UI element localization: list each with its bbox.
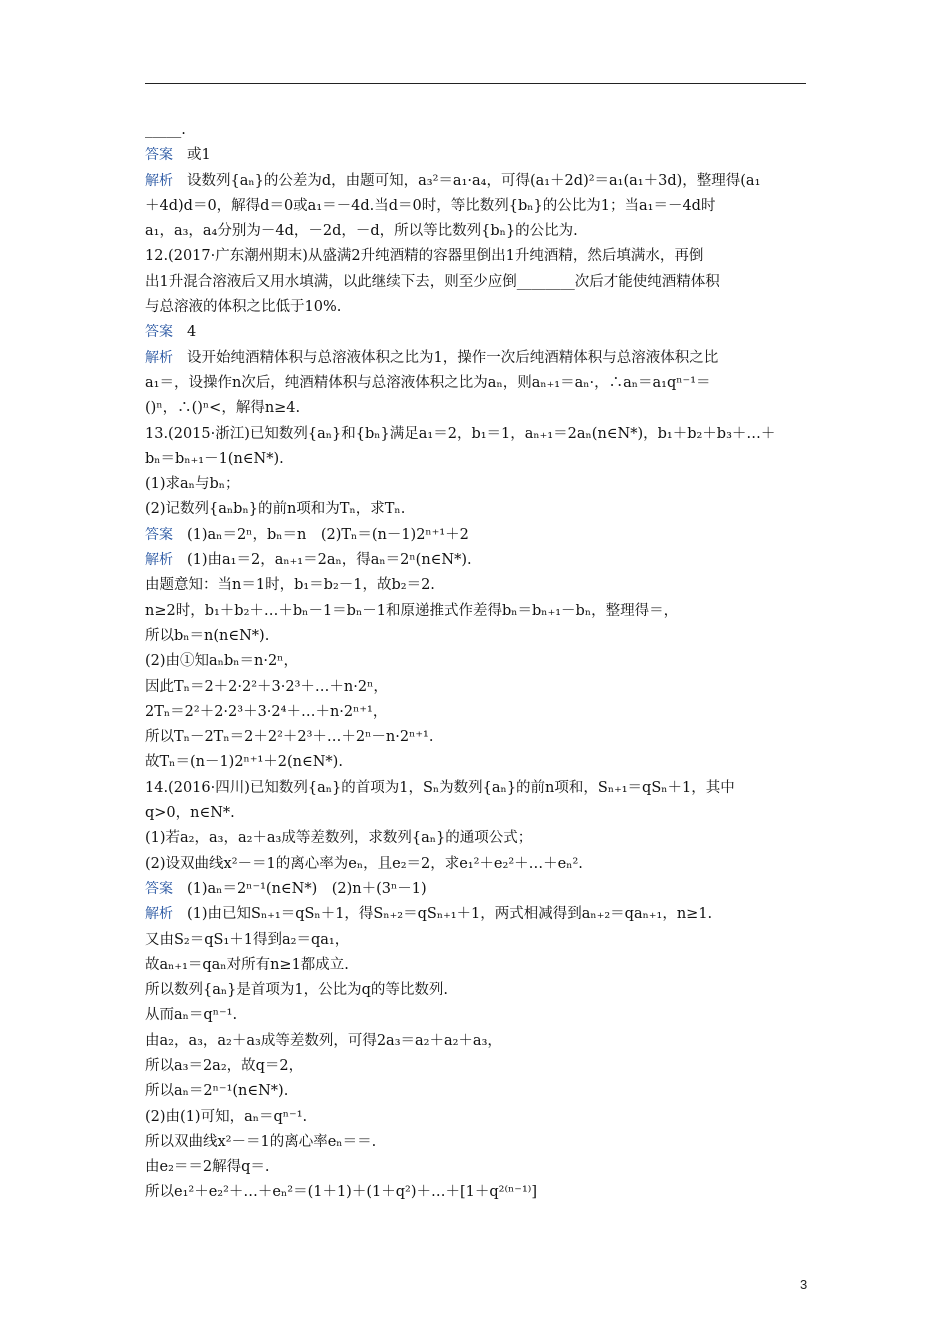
section-label: 答案 [145,526,173,543]
line-text: 由a₂，a₃，a₂＋a₃成等差数列，可得2a₃＝a₂＋a₂＋a₃， [145,1032,502,1049]
line-text: (2)由(1)可知，aₙ＝qⁿ⁻¹. [145,1108,308,1125]
line-text: (1)求aₙ与bₙ； [145,476,240,493]
line-text: ()ⁿ，∴()ⁿ<，解得n≥4. [145,400,301,417]
text-line [145,877,807,902]
text-line [145,1054,807,1079]
section-label: 解析 [145,906,173,923]
line-text: n≥2时，b₁＋b₂＋…＋bₙ－1＝bₙ－1和原递推式作差得bₙ＝bₙ₊₁－bₙ，整理得＝， [145,602,679,619]
text-line [145,902,807,927]
line-text: 由e₂＝＝2解得q＝. [145,1159,270,1176]
text-line [145,573,807,598]
header-rule [145,83,806,84]
line-text: (1)由已知Sₙ₊₁＝qSₙ＋1，得Sₙ₊₂＝qSₙ₊₁＋1，两式相减得到aₙ₊₂＝qaₙ₊₁，n≥1. [187,906,713,923]
text-line [145,978,807,1003]
text-line [145,143,807,168]
line-text: 因此Tₙ＝2＋2·2²＋3·2³＋…＋n·2ⁿ， [145,678,388,695]
line-text: 13.(2015·浙江)已知数列{aₙ}和{bₙ}满足a₁＝2，b₁＝1，aₙ₊₁＝2aₙ(n∈N*)，b₁＋b₂＋b₃＋…＋ [145,425,776,442]
line-text: (2)由①知aₙbₙ＝n·2ⁿ， [145,653,298,670]
line-text: ＋4d)d＝0，解得d＝0或a₁＝－4d.当d＝0时，等比数列{bₙ}的公比为1；当a₁＝－4d时 [145,197,716,214]
text-line [145,1180,807,1205]
line-text: 所以双曲线x²－＝1的离心率eₙ＝＝. [145,1133,377,1150]
text-line [145,776,807,801]
text-line [145,725,807,750]
line-text: 或1 [187,147,211,164]
line-text: a₁＝，设操作n次后，纯酒精体积与总溶液体积之比为aₙ，则aₙ₊₁＝aₙ·，∴aₙ＝a₁qⁿ⁻¹＝ [145,374,711,391]
line-text: 与总溶液的体积之比低于10%. [145,299,342,316]
section-label: 答案 [145,147,173,164]
line-text: q>0，n∈N*. [145,805,235,822]
section-label: 解析 [145,552,173,569]
line-text: 14.(2016·四川)已知数列{aₙ}的首项为1，Sₙ为数列{aₙ}的前n项和，Sₙ₊₁＝qSₙ＋1，其中 [145,779,735,796]
line-text: (1)由a₁＝2，aₙ₊₁＝2aₙ，得aₙ＝2ⁿ(n∈N*). [187,552,472,569]
line-text: 又由S₂＝qS₁＋1得到a₂＝qa₁， [145,931,350,948]
text-line [145,649,807,674]
line-text: 所以a₃＝2a₂，故q＝2， [145,1057,304,1074]
text-line [145,244,807,269]
text-line [145,371,807,396]
text-line [145,346,807,371]
line-text: (1)若a₂，a₃，a₂＋a₃成等差数列，求数列{aₙ}的通项公式； [145,830,533,847]
line-text: a₁，a₃，a₄分别为－4d，－2d，－d，所以等比数列{bₙ}的公比为. [145,223,578,240]
section-label: 解析 [145,172,173,189]
text-line [145,422,807,447]
text-line [145,472,807,497]
line-text: _____. [145,122,186,138]
text-line [145,396,807,421]
text-line [145,320,807,345]
line-text: 从而aₙ＝qⁿ⁻¹. [145,1007,238,1024]
text-line [145,675,807,700]
text-line [145,118,807,143]
line-text: 设数列{aₙ}的公差为d，由题可知，a₃²＝a₁·a₄，可得(a₁＋2d)²＝a₁(a₁＋3d)，整理得(a₁ [187,172,761,189]
text-line [145,928,807,953]
line-text: 设开始纯酒精体积与总溶液体积之比为1，操作一次后纯酒精体积与总溶液体积之比 [187,349,719,366]
text-line [145,624,807,649]
text-line [145,750,807,775]
line-text: 所以Tₙ－2Tₙ＝2＋2²＋2³＋…＋2ⁿ－n·2ⁿ⁺¹. [145,729,434,746]
document-body [145,118,807,1206]
text-line [145,801,807,826]
page-number: 3 [800,1277,808,1292]
line-text: 出1升混合溶液后又用水填满，以此继续下去，则至少应倒________次后才能使纯酒精体积 [145,273,720,290]
text-line [145,852,807,877]
text-line [145,1029,807,1054]
text-line [145,599,807,624]
line-text: 2Tₙ＝2²＋2·2³＋3·2⁴＋…＋n·2ⁿ⁺¹， [145,703,388,720]
text-line [145,169,807,194]
text-line [145,548,807,573]
section-label: 答案 [145,880,173,897]
text-line [145,295,807,320]
line-text: (1)aₙ＝2ⁿ，bₙ＝n (2)Tₙ＝(n－1)2ⁿ⁺¹＋2 [187,526,469,543]
line-text: 12.(2017·广东潮州期末)从盛满2升纯酒精的容器里倒出1升纯酒精，然后填满水，再倒 [145,248,704,265]
text-line [145,1130,807,1155]
text-line [145,953,807,978]
text-line [145,1105,807,1130]
line-text: (1)aₙ＝2ⁿ⁻¹(n∈N*) (2)n＋(3ⁿ－1) [187,880,427,897]
text-line [145,270,807,295]
text-line [145,523,807,548]
line-text: (2)记数列{aₙbₙ}的前n项和为Tₙ，求Tₙ. [145,501,406,518]
line-text: 所以bₙ＝n(n∈N*). [145,627,270,644]
line-text: 故Tₙ＝(n－1)2ⁿ⁺¹＋2(n∈N*). [145,754,343,771]
line-text: bₙ＝bₙ₊₁－1(n∈N*). [145,450,284,467]
text-line [145,700,807,725]
text-line [145,497,807,522]
line-text: (2)设双曲线x²－＝1的离心率为eₙ，且e₂＝2，求e₁²＋e₂²＋…＋eₙ². [145,855,583,872]
line-text: 4 [187,324,197,341]
text-line [145,826,807,851]
line-text: 所以e₁²＋e₂²＋…＋eₙ²＝(1＋1)＋(1＋q²)＋…＋[1＋q²⁽ⁿ⁻¹⁾] [145,1184,537,1201]
section-label: 答案 [145,324,173,341]
section-label: 解析 [145,349,173,366]
text-line [145,1079,807,1104]
line-text: 故aₙ₊₁＝qaₙ对所有n≥1都成立. [145,956,349,973]
text-line [145,219,807,244]
text-line [145,1003,807,1028]
line-text: 由题意知：当n＝1时，b₁＝b₂－1，故b₂＝2. [145,577,435,594]
line-text: 所以数列{aₙ}是首项为1，公比为q的等比数列. [145,982,448,999]
text-line [145,447,807,472]
text-line [145,1155,807,1180]
text-line [145,194,807,219]
line-text: 所以aₙ＝2ⁿ⁻¹(n∈N*). [145,1083,289,1100]
